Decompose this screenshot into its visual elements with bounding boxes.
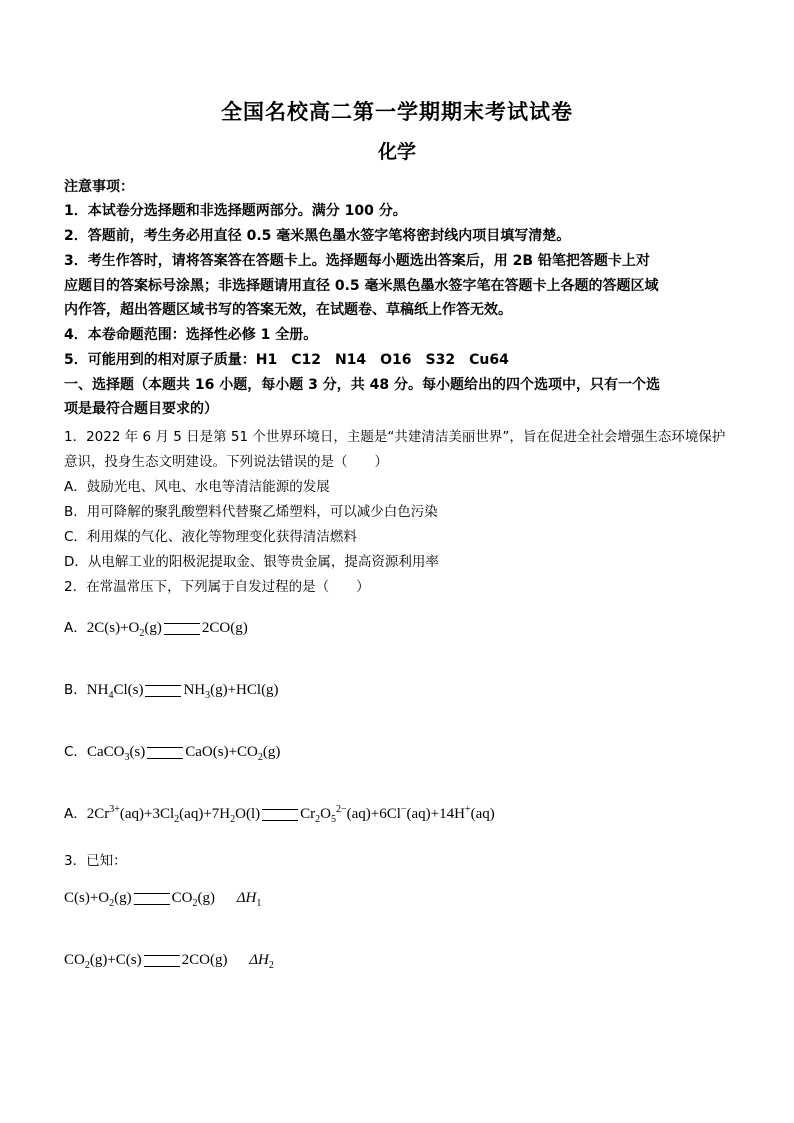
section-heading-cont: 项是最符合题目要求的）: [64, 401, 218, 417]
equals-sign: [144, 955, 180, 967]
q3-stem: 3．已知：: [64, 853, 127, 869]
notice-item: 4．本卷命题范围：选择性必修 1 全册。: [64, 327, 318, 343]
q3-equation-1: $C(s)+O_2(g)$ $CO_2(g)$ $\Delta H_1$: [64, 890, 262, 909]
section-heading: 一、选择题（本题共 16 小题，每小题 3 分，共 48 分。每小题给出的四个选项中，只有一个选: [64, 377, 660, 393]
q1-stem-cont: 意识，投身生态文明建设。下列说法错误的是（ ）: [64, 454, 388, 470]
q1-option-d: D．从电解工业的阳极泥提取金、银等贵金属，提高资源利用率: [64, 554, 439, 570]
q1-option-c: C．利用煤的气化、液化等物理变化获得清洁燃料: [64, 529, 357, 545]
notice-item: 3．考生作答时，请将答案答在答题卡上。选择题每小题选出答案后，用 2B 铅笔把答题卡上对: [64, 253, 650, 269]
equals-sign: [147, 747, 183, 759]
q1-option-b: B．用可降解的聚乳酸塑料代替聚乙烯塑料，可以减少白色污染: [64, 504, 438, 520]
q2-option-c: C．CaCO$_3$(s) $CaO(s)+CO_2(g)$: [64, 744, 281, 763]
subject-title: 化学: [377, 141, 416, 163]
equals-sign: [145, 685, 181, 697]
exam-title: 全国名校高二第一学期期末考试试卷: [221, 100, 573, 124]
q2-stem: 2．在常温常压下，下列属于自发过程的是（ ）: [64, 579, 370, 595]
q2-option-d: A．$2Cr^{3+}(aq)+3Cl_2(aq)+7H_2O(l)$ $Cr_2O_5^{2-}(aq)+6Cl^-(aq)+14H^+(aq)$: [64, 804, 495, 825]
notice-item: 内作答，超出答题区域书写的答案无效，在试题卷、草稿纸上作答无效。: [64, 302, 512, 318]
notice-heading: 注意事项：: [64, 179, 134, 195]
equals-sign: [164, 623, 200, 635]
equals-sign: [134, 893, 170, 905]
q1-option-a: A．鼓励光电、风电、水电等清洁能源的发展: [64, 479, 330, 495]
q3-equation-2: $CO_2(g)+C(s)$ 2CO(g) $\Delta H_2$: [64, 952, 274, 971]
notice-item: 2．答题前，考生务必用直径 0.5 毫米黑色墨水签字笔将密封线内项目填写清楚。: [64, 228, 571, 244]
q2-option-b: B．$NH_4Cl(s)$ $NH_3(g)+HCl(g)$: [64, 682, 279, 701]
notice-item: 1．本试卷分选择题和非选择题两部分。满分 100 分。: [64, 203, 407, 219]
equals-sign: [262, 809, 298, 821]
q1-stem: 1．2022 年 6 月 5 日是第 51 个世界环境日，主题是“共建清洁美丽世界”，旨在促进全社会增强生态环境保护: [64, 429, 726, 445]
q2-option-a: A．$2C(s)+O_2(g)$ 2CO(g): [64, 620, 248, 639]
notice-item: 5．可能用到的相对原子质量：H1 C12 N14 O16 S32 Cu64: [64, 352, 509, 368]
notice-item: 应题目的答案标号涂黑；非选择题请用直径 0.5 毫米黑色墨水签字笔在答题卡上各题的答题区域: [64, 278, 659, 294]
